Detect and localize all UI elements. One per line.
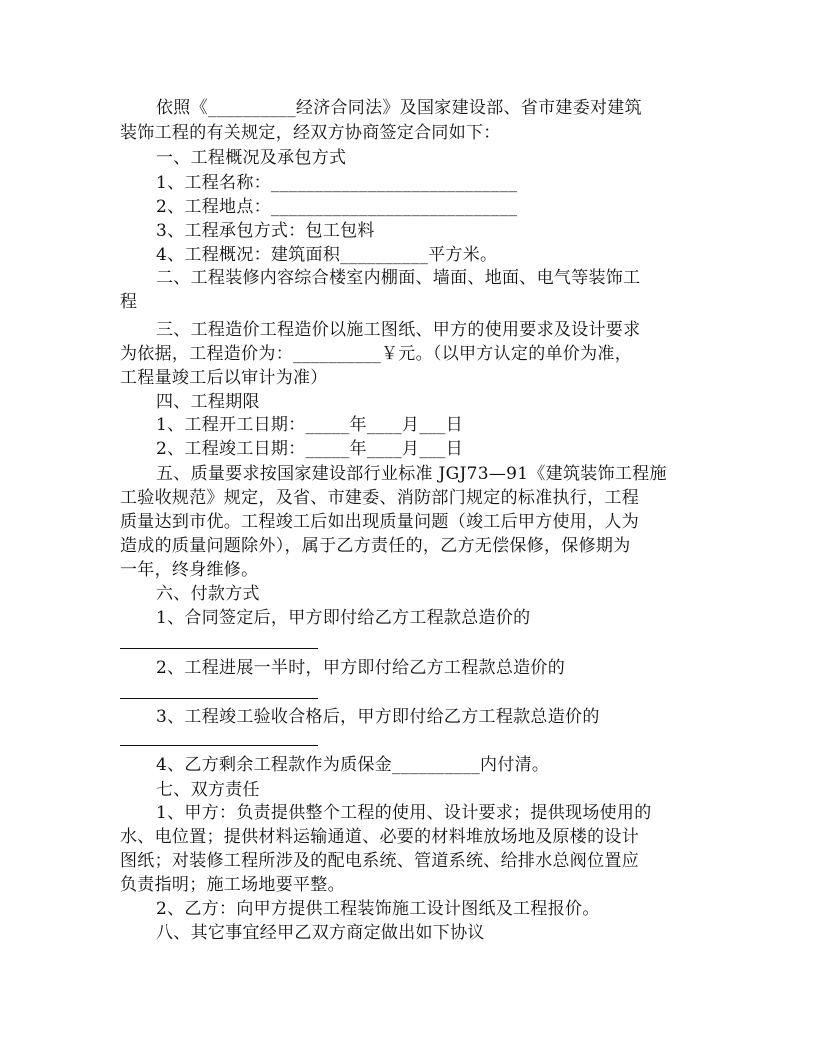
text-line: 水、电位置；提供材料运输通道、必要的材料堆放场地及原楼的设计: [120, 827, 639, 847]
blank-line: [120, 648, 318, 649]
text-line: 1、工程名称：____________________________: [156, 173, 518, 193]
text-line: 依照《__________经济合同法》及国家建设部、省市建委对建筑: [156, 98, 642, 118]
text-line: 4、工程概况：建筑面积__________平方米。: [156, 245, 498, 265]
section-heading: 三、工程造价工程造价以施工图纸、甲方的使用要求及设计要求: [156, 320, 641, 340]
text-line: 3、工程承包方式：包工包料: [156, 221, 375, 241]
text-line: 为依据，工程造价为：__________￥元。（以甲方认定的单价为准，: [120, 344, 632, 364]
blank-line: [120, 745, 318, 746]
text-line: 2、工程地点：____________________________: [156, 197, 518, 217]
section-heading: 二、工程装修内容综合楼室内棚面、墙面、地面、电气等装饰工: [156, 268, 641, 288]
text-line: 2、乙方：向甲方提供工程装饰施工设计图纸及工程报价。: [156, 899, 600, 919]
section-heading: 四、工程期限: [156, 392, 260, 412]
text-line: 装饰工程的有关规定，经双方协商签定合同如下：: [120, 123, 501, 143]
text-line: 3、工程竣工验收合格后，甲方即付给乙方工程款总造价的: [156, 707, 600, 727]
text-line: 负责指明；施工场地要平整。: [120, 875, 345, 895]
text-line: 1、合同签定后，甲方即付给乙方工程款总造价的: [156, 608, 531, 628]
text-line: 图纸；对装修工程所涉及的配电系统、管道系统、给排水总阀位置应: [120, 851, 639, 871]
text-line: 2、工程进展一半时，甲方即付给乙方工程款总造价的: [156, 658, 566, 678]
text-line: 4、乙方剩余工程款作为质保金__________内付清。: [156, 755, 550, 775]
section-heading: 八、其它事宜经甲乙双方商定做出如下协议: [156, 923, 485, 943]
text-line: 造成的质量问题除外），属于乙方责任的，乙方无偿保修，保修期为: [120, 536, 631, 556]
text-line: 程: [120, 292, 138, 312]
text-line: 工验收规范》规定，及省、市建委、消防部门规定的标准执行，工程: [120, 488, 639, 508]
text-line: 一年，终身维修。: [120, 560, 259, 580]
text-line: 工程量竣工后以审计为准）: [120, 368, 328, 388]
section-heading: 一、工程概况及承包方式: [156, 148, 347, 168]
text-line: 质量达到市优。工程竣工后如出现质量问题（竣工后甲方使用，人为: [120, 512, 639, 532]
section-heading: 六、付款方式: [156, 584, 260, 604]
text-line: 1、工程开工日期：_____年____月___日: [156, 415, 464, 435]
text-line: 1、甲方：负责提供整个工程的使用、设计要求；提供现场使用的: [156, 803, 652, 823]
section-heading: 五、质量要求按国家建设部行业标准 JGJ73—91《建筑装饰工程施: [156, 464, 667, 484]
text-line: 2、工程竣工日期：_____年____月___日: [156, 439, 464, 459]
section-heading: 七、双方责任: [156, 780, 260, 800]
blank-line: [120, 698, 318, 699]
